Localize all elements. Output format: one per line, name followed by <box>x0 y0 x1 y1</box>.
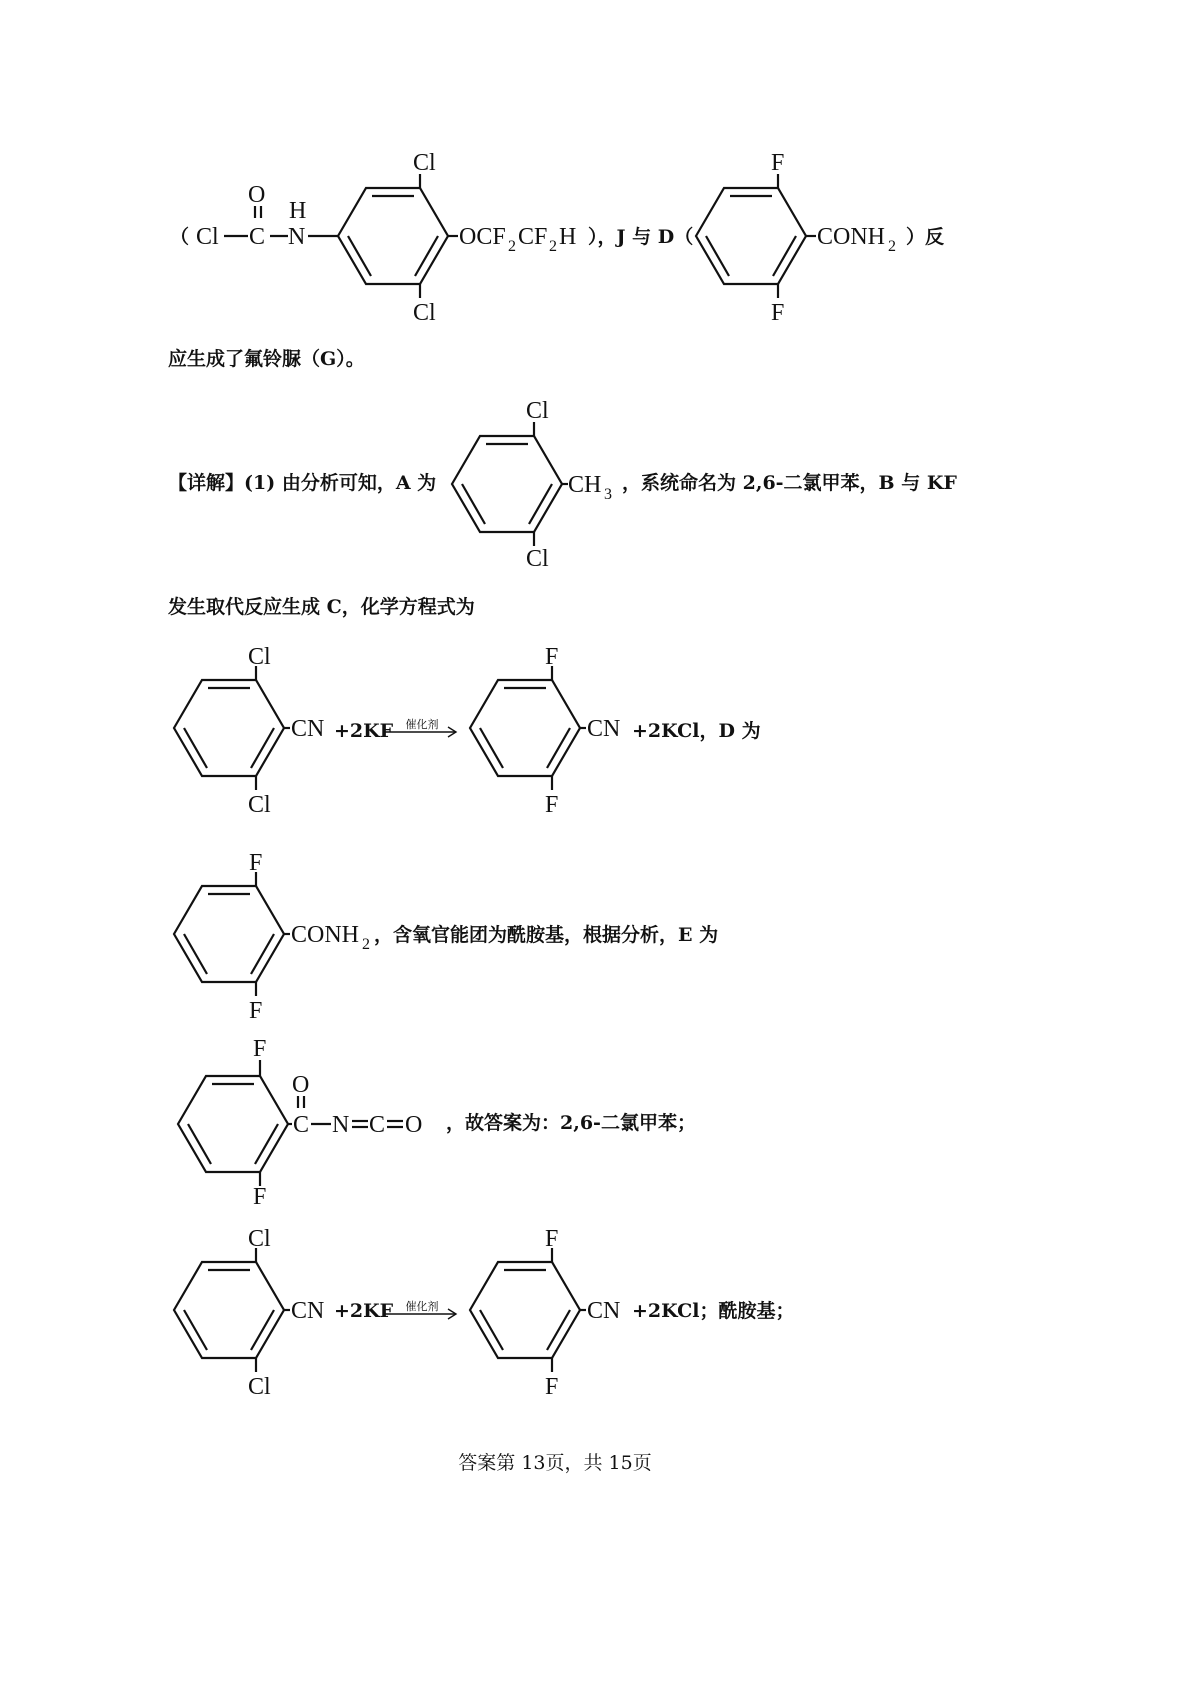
a-ch: CH <box>568 472 602 498</box>
d-ring-double-2 <box>251 934 274 974</box>
d-top-ring <box>696 188 806 284</box>
eq2-product-double-3 <box>480 1310 503 1350</box>
eq1-reactant-cn: CN <box>291 716 325 742</box>
j-n: N <box>288 224 306 250</box>
eq2-product-cn: CN <box>587 1298 621 1324</box>
eq2-reactant-cn: CN <box>291 1298 325 1324</box>
e-o-end: O <box>405 1112 423 1138</box>
e-n: N <box>332 1112 350 1138</box>
eq1-suffix: +2KCl，D 为 <box>632 720 761 742</box>
d-top-sub-2: 2 <box>888 238 896 255</box>
j-h: H <box>289 198 307 224</box>
j-cl-top: Cl <box>413 150 436 176</box>
d-top-f-top: F <box>771 150 785 176</box>
structure-j <box>188 140 598 330</box>
d-conh: CONH <box>291 922 360 948</box>
page-footer: 答案第 13页，共 15页 <box>458 1452 652 1474</box>
eq2-plus-kf: +2KF <box>334 1300 394 1322</box>
d-top-ring-double-3 <box>706 236 729 276</box>
j-ring <box>338 188 448 284</box>
j-and-d-text: ），J 与 D（ <box>588 226 694 248</box>
line-4-text: 发生取代反应生成 C，化学方程式为 <box>168 596 475 618</box>
j-carbon: C <box>249 224 266 250</box>
eq2-product-x-bottom: F <box>545 1374 559 1400</box>
d-f-bottom: F <box>249 998 263 1024</box>
j-sub-2a: 2 <box>508 238 516 255</box>
j-oxygen: O <box>248 182 266 208</box>
eq2-suffix: +2KCl；酰胺基； <box>632 1300 795 1322</box>
detail-suffix: ，系统命名为 2,6-二氯甲苯，B 与 KF <box>622 472 957 494</box>
eq2-reactant-double-3 <box>184 1310 207 1350</box>
eq2-reactant-x-top: Cl <box>248 1226 271 1252</box>
eq2-catalyst: 催化剂 <box>405 1300 439 1313</box>
d-sub-2: 2 <box>362 936 370 953</box>
eq1-reactant-ring <box>174 680 284 776</box>
a-ring <box>452 436 562 532</box>
e-ring <box>178 1076 288 1172</box>
d-top-ring-double-2 <box>773 236 796 276</box>
eq2-product-x-top: F <box>545 1226 559 1252</box>
j-ring-double-3 <box>348 236 371 276</box>
a-cl-bottom: Cl <box>526 546 549 572</box>
j-cl-bottom: Cl <box>413 300 436 326</box>
eq1-reactant-x-top: Cl <box>248 644 271 670</box>
a-cl-top: Cl <box>526 398 549 424</box>
e-o-top: O <box>292 1072 310 1098</box>
j-ring-double-2 <box>415 236 438 276</box>
e-f-bottom: F <box>253 1184 267 1210</box>
d-top-f-bottom: F <box>771 300 785 326</box>
j-sub-2b: 2 <box>549 238 557 255</box>
eq1-product-double-2 <box>547 728 570 768</box>
e-ring-double-2 <box>255 1124 278 1164</box>
row1-close: ）反 <box>906 226 945 248</box>
d-ring <box>174 886 284 982</box>
a-ring-double-2 <box>529 484 552 524</box>
eq1-reactant-double-2 <box>251 728 274 768</box>
line-2-text: 应生成了氟铃脲（G）。 <box>168 348 365 370</box>
eq1-reactant-double-3 <box>184 728 207 768</box>
e-ring-double-3 <box>188 1124 211 1164</box>
eq2-arrow <box>384 1308 460 1320</box>
open-paren: （ <box>170 226 190 248</box>
structure-d-top <box>690 140 920 330</box>
j-cl-left: Cl <box>196 224 219 250</box>
eq1-plus-kf: +2KF <box>334 720 394 742</box>
e-c: C <box>293 1112 310 1138</box>
e-line-suffix: ，故答案为：2,6-二氯甲苯； <box>446 1112 696 1134</box>
eq1-product-cn: CN <box>587 716 621 742</box>
eq2-reactant-x-bottom: Cl <box>248 1374 271 1400</box>
eq1-catalyst: 催化剂 <box>405 718 439 731</box>
eq1-arrow <box>384 726 460 738</box>
d-f-top: F <box>249 850 263 876</box>
a-ring-double-3 <box>462 484 485 524</box>
eq1-product-x-bottom: F <box>545 792 559 818</box>
e-f-top: F <box>253 1036 267 1062</box>
d-ring-double-3 <box>184 934 207 974</box>
eq2-product-double-2 <box>547 1310 570 1350</box>
eq1-reactant-x-bottom: Cl <box>248 792 271 818</box>
eq1-product-ring <box>470 680 580 776</box>
j-ocf: OCF <box>459 224 506 250</box>
detail-prefix: 【详解】(1) 由分析可知，A 为 <box>168 472 437 494</box>
eq2-product-ring <box>470 1262 580 1358</box>
j-h-end: H <box>559 224 577 250</box>
d-top-conh: CONH <box>817 224 886 250</box>
eq1-product-double-3 <box>480 728 503 768</box>
a-sub-3: 3 <box>604 486 612 503</box>
eq2-reactant-ring <box>174 1262 284 1358</box>
d-line-suffix: ，含氧官能团为酰胺基，根据分析，E 为 <box>374 924 719 946</box>
structure-a <box>446 394 626 574</box>
j-cf: CF <box>518 224 548 250</box>
structure-d <box>168 846 383 1026</box>
eq1-product-x-top: F <box>545 644 559 670</box>
e-c2: C <box>369 1112 386 1138</box>
structure-e <box>168 1030 448 1210</box>
eq2-reactant-double-2 <box>251 1310 274 1350</box>
